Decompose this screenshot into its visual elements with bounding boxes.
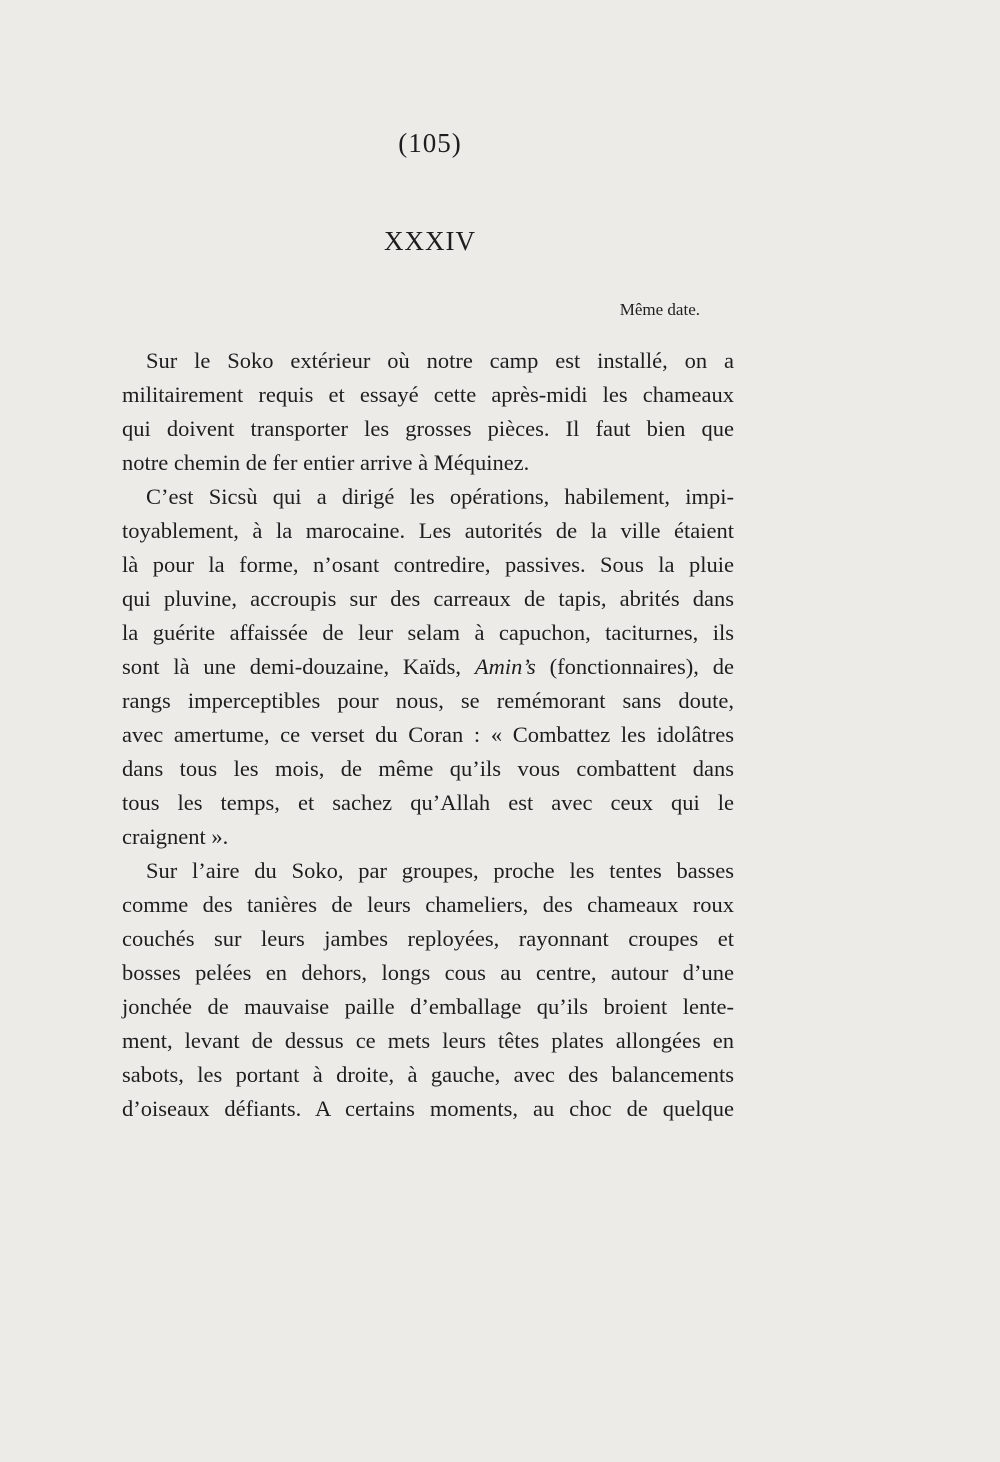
text-line: notre chemin de fer entier arrive à Méquinez.: [122, 450, 530, 475]
page-number: (105): [398, 128, 462, 158]
text-line: tous les temps, et sachez qu’Allah est avec ceux qui le: [122, 790, 734, 815]
italic-term: Amin’s: [474, 654, 536, 679]
text-line: jonchée de mauvaise paille d’emballage qu’ils broient lente-: [122, 994, 734, 1019]
text-line: militairement requis et essayé cette après-midi les chameaux: [122, 382, 734, 407]
text-line: dans tous les mois, de même qu’ils vous combattent dans: [122, 756, 734, 781]
text-line: toyablement, à la marocaine. Les autorités de la ville étaient: [122, 518, 734, 543]
text-line: Sur l’aire du Soko, par groupes, proche les tentes basses: [146, 858, 734, 883]
text-line: [122, 650, 734, 684]
text-line: rangs imperceptibles pour nous, se remémorant sans doute,: [122, 688, 734, 713]
text-line: d’oiseaux défiants. A certains moments, au choc de quelque: [122, 1096, 734, 1121]
text-line: bosses pelées en dehors, longs cous au centre, autour d’une: [122, 960, 734, 985]
body-text: [122, 344, 734, 1126]
text-line: sabots, les portant à droite, à gauche, avec des balancements: [122, 1062, 734, 1087]
text-line: qui doivent transporter les grosses pièces. Il faut bien que: [122, 416, 734, 441]
text-line: ment, levant de dessus ce mets leurs têtes plates allongées en: [122, 1028, 734, 1053]
text-line: craignent ».: [122, 824, 229, 849]
text-segment: sont là une demi-douzaine, Kaïds,: [122, 654, 475, 679]
text-line: couchés sur leurs jambes reployées, rayonnant croupes et: [122, 926, 734, 951]
text-segment: (fonctionnaires), de: [535, 654, 734, 679]
text-line: là pour la forme, n’osant contredire, passives. Sous la pluie: [122, 552, 734, 577]
text-line: Sur le Soko extérieur où notre camp est installé, on a: [146, 348, 734, 373]
text-line: qui pluvine, accroupis sur des carreaux de tapis, abrités dans: [122, 586, 734, 611]
text-line: la guérite affaissée de leur selam à capuchon, taciturnes, ils: [122, 620, 734, 645]
chapter-title: XXXIV: [384, 226, 476, 256]
text-line: avec amertume, ce verset du Coran : « Combattez les idolâtres: [122, 722, 734, 747]
text-line: C’est Sicsù qui a dirigé les opérations, habilement, impi-: [146, 484, 734, 509]
date-line: Même date.: [619, 300, 700, 319]
text-line: comme des tanières de leurs chameliers, des chameaux roux: [122, 892, 734, 917]
